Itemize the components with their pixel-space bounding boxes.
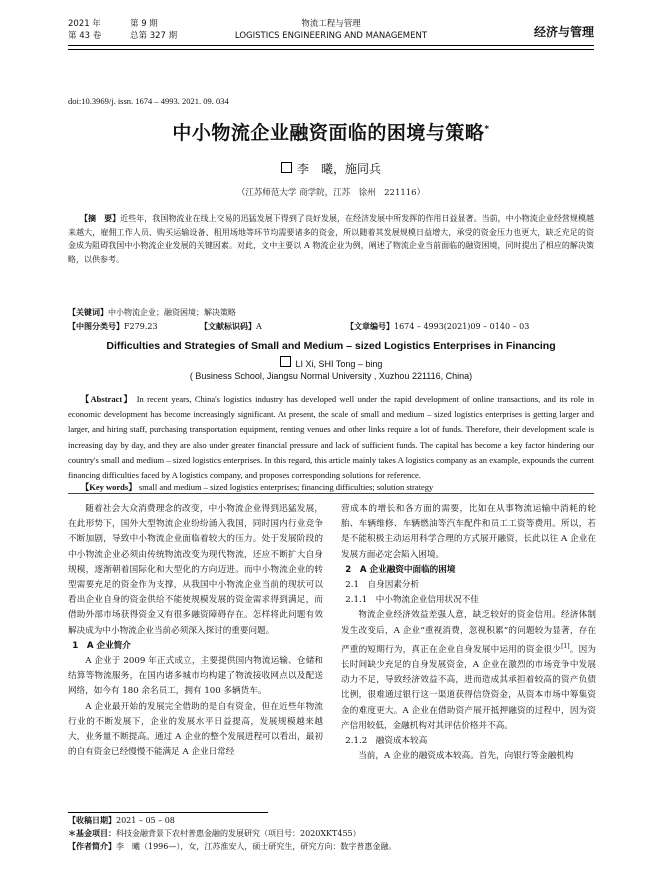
authors-en [68,356,594,369]
section-heading-2: 2 A 企业融资中面临的困境 [345,564,456,575]
keywords-cn-label: 【关键词】 [68,308,108,317]
keywords-en-text: small and medium – sized logistics enterprises; financing difficulties; solution strategy [138,482,434,492]
journal-name-en: LOGISTICS ENGINEERING AND MANAGEMENT [234,31,428,41]
abstract-cn-label: 【摘 要】 [80,214,121,223]
article-title-en: Difficulties and Strategies of Small and Medium – sized Logistics Enterprises in Financing [106,340,556,352]
abstract-en-label: 【Abstract】 [80,394,134,404]
footnote-author [68,841,594,853]
journal-name-cn: 物流工程与管理 [301,19,361,29]
intro-paragraph: 随着社会大众消费理念的改变，中小物流企业得到迅猛发展，在此形势下，国外大型物流企业纷纷涌入我国，同时国内行业竞争不断加剧，导致中小物流企业面临着较大的压力。处于发展阶段的中小物流企业必须由传统物流改变为现代物流，还应不断扩大自身规模，逐渐朝着国际化和大型化的方向迈进。而中小物流企业的转型需要充足的资金作为支撑，从我国中小物流企业当前的现状可以看出企业自身的资金供给不能使规模发展的资金需求得到满足，而借助外部市场获得资金又有很多融资障碍存在。怎样将此问题有效解决成为中小物流企业当前必须深入探讨的重要问题。 [68,504,323,636]
fund-label: ＊基金项目： [68,829,116,838]
abstract-cn [68,212,594,266]
received-value: 2021 – 05 – 08 [116,816,175,825]
abstract-cn-text: 近些年，我国物流业在线上交易的迅猛发展下得到了良好发展，在经济发展中所发挥的作用日益显著。当前，中小物流企业经营规模越来越大，雇佣工作人员、购买运输设备、租用场地等环节均需要诸多的资金，所以随着其发展规模日益增大，承受的资金压力也更大，缺乏充足的资金成为阻碍我国中小物流企业发展的关键因素。对此，文中主要以 A 物流企业为例，阐述了物流企业当前面临的融资困境，同时提出了相应的解决策略，以供参考。 [68,214,595,264]
footnote-rule [68,812,268,813]
credit-text: 物流企业经济效益差强人意，缺乏较好的资金信用。经济体制发生改变后，A 企业“重视消费，忽视积累”的问题较为显著，存在严重的短期行为，真正在企业自身发展中运用的资金很少 [341,610,596,655]
section-label: 经济与管理 [533,25,594,39]
doc-code-label: 【文献标识码】 [200,322,256,331]
received-label: 【收稿日期】 [68,816,116,825]
issue: 第 9 期 [130,19,158,29]
article-number-value: 1674 – 4993(2021)09 – 0140 – 03 [394,322,530,331]
company-funding-paragraph: A 企业最开始的发展完全借助的是自有资金，但在近些年物流行业的不断发展下，企业的发展水平日益提高，发展规模越来越大，业务量不断提高。通过 A 企业的整个发展进程可以看出，最初的自有资金已经慢慢不能满足 A 企业日常经 [68,701,323,758]
abstract-en-text: In recent years, China's logistics industry has developed well under the rapid development of online transactions, and its role in economic development has become increasingly significant. At present, the scale of small and medium – sized logistics enterprises is getting larger and larger, and hiring staff, purchasing transportation equipment, renting venues and other links require a lot of funds. Therefore, their development scale is increasing day by day, and they are also under greater financial pressure and lack of sufficient funds. The capital has become a key factor hindering our country's small and medium – sized logistics enterprises. In this regard, this article mainly takes A logistics company as an example, expounds the current financing difficulties faced by A logistics company, and proposes corresponding solutions for reference. [68,394,595,481]
authors-cn-text: 李 曦，施同兵 [296,162,381,176]
citation-ref: [1] [561,642,570,650]
company-intro-paragraph: A 企业于 2009 年正式成立，主要提供国内物流运输、仓储和结算等物流服务，在国内诸多城市均构建了物流接收网点以及配送网络，如今有 180 余名员工，拥有 100 多辆货车。 [68,656,323,697]
doi: doi:10.3969/j. issn. 1674 – 4993. 2021. 09. 034 [68,96,229,106]
header-rule-thin [68,49,594,50]
author-bio-label: 【作者简介】 [68,842,116,851]
year: 2021 年 [68,19,101,29]
doc-code-value: A [256,322,262,331]
author-bio-value: 李 曦（1996—），女，江苏淮安人，硕士研究生，研究方向：数字普惠金融。 [116,842,397,851]
affiliation-cn: （江苏师范大学 商学院，江苏 徐州 221116） [236,188,426,198]
authors-en-text: LI Xi, SHI Tong – bing [295,359,383,369]
title-text: 中小物流企业融资面临的困境与策略 [172,122,485,144]
abstract-en [68,392,594,483]
keywords-cn [68,306,594,319]
square-marker-icon [281,162,292,173]
volume: 第 43 卷 [68,31,102,41]
footnote-received [68,815,594,827]
body-column-left [68,502,323,760]
subsection-heading-2-1: 2.1 自身因素分析 [345,580,420,591]
section-heading-1: 1 A 企业简介 [72,640,131,651]
clc-value: F279.23 [124,322,158,331]
article-number-label: 【文章编号】 [346,322,394,331]
authors-cn [68,160,594,177]
journal-name [196,18,466,42]
article-title-cn [68,118,594,145]
credit-text-cont: 。因为长时间缺少充足的自身发展资金，A 企业在激烈的市场竞争中发展动力不足，导致经济效益不高，进而造成其承担着较高的资产负债比例，很难通过银行这一渠道获得信贷资金，从资本市场中筹集资金的难度更大。A 企业在借助资产展开抵押融资的过程中，因为资产信用较低，金融机构对其评估价格并不高。 [341,644,596,731]
title-footnote-mark: * [484,124,490,135]
subsection-heading-2-1-1: 2.1.1 中小物流企业信用状况不佳 [345,595,479,606]
total-issue: 总第 327 期 [130,31,178,41]
header-rule [68,45,594,46]
affiliation-en: ( Business School, Jiangsu Normal University , Xuzhou 221116, China) [189,371,473,381]
subsection-heading-2-1-2: 2.1.2 融资成本较高 [345,735,428,746]
footnote-fund [68,828,594,840]
clc-label: 【中图分类号】 [68,322,124,331]
continued-paragraph: 营成本的增长和各方面的需要，比如在从事物流运输中消耗的轮胎、车辆维修、车辆燃油等汽车配件和员工工资等费用。所以，若是不能积极主动运用科学合理的方式展开融资，长此以往 A 企业在发展方面必定会陷入困境。 [341,504,596,560]
running-header [68,18,594,54]
keywords-cn-text: 中小物流企业；融资困境；解决策略 [108,308,236,317]
square-marker-icon [280,356,291,367]
body-column-right [341,502,596,764]
cost-paragraph: 当前，A 企业的融资成本较高。首先，向银行等金融机构 [358,751,574,762]
issue-info [68,18,177,42]
classification-line [68,320,594,333]
keywords-en-label: 【Key words】 [80,482,137,492]
fund-value: 科技金融背景下农村普惠金融的发展研究（项目号：2020XKT455） [116,829,361,838]
credit-paragraph [341,608,596,733]
section-divider [68,493,594,494]
